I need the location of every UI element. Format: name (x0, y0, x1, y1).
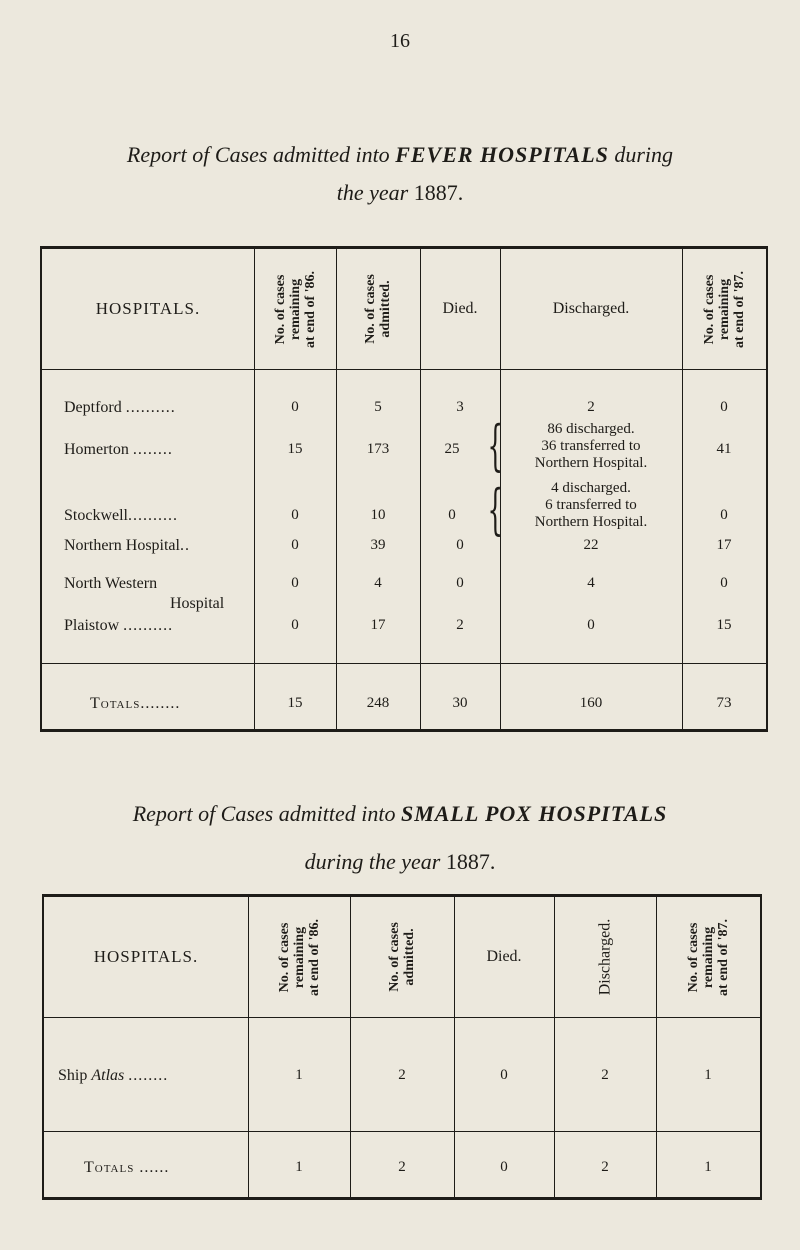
remaining-end-cell: 0 (720, 399, 728, 415)
died-total: 0 (500, 1159, 508, 1175)
remaining-start-cell: 0 (291, 507, 299, 523)
totals-label-text: Totals (84, 1159, 135, 1176)
brace-icon: { (487, 478, 503, 541)
hospital-name (64, 617, 173, 635)
header-line: No. of cases (362, 274, 378, 344)
hospital-name-text: Deptford (64, 399, 122, 416)
died-header-text: Died. (442, 300, 478, 317)
header-line: No. of cases (701, 274, 717, 344)
remaining-end-total: 73 (716, 695, 732, 711)
remaining-end-cell: 17 (716, 537, 732, 553)
totals-divider (44, 1131, 760, 1132)
remaining-start-cell: 0 (291, 575, 299, 591)
hospital-name (64, 399, 176, 417)
header-line: No. of cases (276, 922, 292, 992)
admitted-cell: 17 (370, 617, 386, 633)
page-number: 16 (390, 30, 410, 52)
totals-label (84, 1159, 169, 1177)
discharged-cell: 22 (583, 537, 599, 553)
admitted-cell: 4 (374, 575, 382, 591)
admitted-header (350, 897, 454, 1017)
discharged-line: 86 discharged. (547, 421, 635, 437)
header-line: at end of '87. (715, 918, 731, 996)
remaining-start-cell: 1 (295, 1067, 303, 1083)
remaining-end-header (682, 249, 766, 369)
header-line: admitted. (401, 928, 417, 986)
remaining-end-cell: 0 (720, 507, 728, 523)
totals-label-text: Totals (90, 695, 141, 712)
fever-title-line2: the year (336, 180, 409, 205)
fever-title (40, 136, 760, 212)
leader-dots: .......... (125, 399, 176, 416)
header-line: No. of cases (386, 922, 402, 992)
fever-title-suffix: during (614, 142, 674, 167)
discharged-line: Northern Hospital. (534, 514, 648, 530)
leader-dots: ........ (140, 695, 181, 712)
fever-title-prefix: Report of Cases admitted into (126, 142, 390, 167)
smallpox-title-year: 1887. (445, 849, 496, 874)
hospitals-header (44, 897, 248, 1017)
admitted-header-text (387, 922, 417, 992)
hospital-name-text: Stockwell (64, 507, 128, 524)
discharged-cell: 4 (587, 575, 595, 591)
header-line: remaining (716, 278, 732, 340)
leader-dots: .......... (128, 507, 178, 524)
smallpox-table (42, 894, 762, 1200)
hospitals-header-text: HOSPITALS. (95, 299, 201, 318)
hospital-name (64, 507, 178, 525)
remaining-start-cell: 0 (291, 399, 299, 415)
admitted-header (336, 249, 420, 369)
hospitals-header-text: HOSPITALS. (93, 947, 199, 966)
died-cell: 0 (456, 575, 464, 591)
discharged-line: Northern Hospital. (534, 455, 648, 471)
fever-table (40, 246, 768, 732)
header-line: admitted. (377, 280, 393, 338)
remaining-start-header-text (277, 919, 322, 996)
died-cell: 3 (456, 399, 464, 415)
smallpox-title-line2: during the year (304, 849, 441, 874)
remaining-start-header (254, 249, 336, 369)
remaining-start-total: 1 (295, 1159, 303, 1175)
admitted-cell: 39 (370, 537, 386, 553)
hospital-name-text: Homerton (64, 441, 129, 458)
remaining-end-header-text (686, 919, 731, 996)
header-line: at end of '86. (306, 918, 322, 996)
hospital-name-italic: Atlas (91, 1067, 125, 1084)
header-line: remaining (287, 278, 303, 340)
hospital-name (64, 441, 173, 459)
smallpox-title-caps: SMALL POX HOSPITALS (400, 801, 668, 826)
admitted-cell: 5 (374, 399, 382, 415)
discharged-cell (500, 421, 682, 472)
discharged-header-text: Discharged. (595, 918, 613, 996)
died-cell: 0 (448, 507, 456, 523)
admitted-cell: 2 (398, 1067, 406, 1083)
smallpox-title (40, 790, 760, 886)
died-cell: 0 (500, 1067, 508, 1083)
header-line: at end of '86. (302, 270, 318, 348)
brace-icon: { (487, 414, 503, 477)
died-cell: 0 (456, 537, 464, 553)
leader-dots: ........ (132, 441, 173, 458)
hospital-name-text: Northern Hospital (64, 537, 180, 554)
hospital-name-line2: Hospital (170, 595, 225, 612)
discharged-total: 160 (579, 695, 603, 711)
admitted-header-text (363, 274, 393, 344)
remaining-start-total: 15 (287, 695, 303, 711)
hospital-name: North Western (64, 575, 158, 592)
remaining-end-cell: 0 (720, 575, 728, 591)
fever-title-caps: FEVER HOSPITALS (395, 142, 609, 167)
hospital-name-prefix: Ship (58, 1067, 88, 1084)
discharged-cell: 2 (601, 1067, 609, 1083)
remaining-end-total: 1 (704, 1159, 712, 1175)
remaining-end-cell: 41 (716, 441, 732, 457)
discharged-total: 2 (601, 1159, 609, 1175)
leader-dots: ........ (128, 1067, 169, 1084)
admitted-cell: 10 (370, 507, 386, 523)
header-line: remaining (291, 926, 307, 988)
discharged-line: 6 transferred to (545, 497, 637, 513)
leader-dots: .......... (123, 617, 174, 634)
leader-dots: ...... (139, 1159, 170, 1176)
totals-divider (42, 663, 766, 664)
remaining-end-header (656, 897, 760, 1017)
remaining-end-cell: 15 (716, 617, 732, 633)
remaining-start-cell: 0 (291, 617, 299, 633)
hospital-name-text: Plaistow (64, 617, 120, 634)
discharged-line: 4 discharged. (551, 480, 631, 496)
remaining-end-header-text (702, 271, 747, 348)
died-header (420, 249, 500, 369)
admitted-total: 248 (366, 695, 390, 711)
discharged-cell: 0 (587, 617, 595, 633)
died-total: 30 (452, 695, 468, 711)
remaining-start-header (248, 897, 350, 1017)
discharged-cell (500, 480, 682, 531)
remaining-start-cell: 0 (291, 537, 299, 553)
remaining-start-cell: 15 (287, 441, 303, 457)
discharged-header-text: Discharged. (552, 300, 630, 317)
leader-dots: .. (179, 537, 190, 554)
admitted-cell: 173 (366, 441, 390, 457)
hospital-name (58, 1067, 168, 1085)
died-header (454, 897, 554, 1017)
totals-label (90, 695, 180, 713)
header-line: remaining (700, 926, 716, 988)
smallpox-title-prefix: Report of Cases admitted into (132, 801, 396, 826)
header-line: No. of cases (272, 274, 288, 344)
discharged-cell: 2 (587, 399, 595, 415)
admitted-total: 2 (398, 1159, 406, 1175)
discharged-line: 36 transferred to (541, 438, 641, 454)
header-line: at end of '87. (731, 270, 747, 348)
died-cell: 25 (444, 441, 460, 457)
hospitals-header (42, 249, 254, 369)
remaining-end-cell: 1 (704, 1067, 712, 1083)
fever-title-year: 1887. (413, 180, 464, 205)
died-cell: 2 (456, 617, 464, 633)
header-line: No. of cases (685, 922, 701, 992)
hospital-name (64, 537, 190, 555)
died-header-text: Died. (486, 948, 522, 965)
discharged-header (554, 897, 656, 1017)
remaining-start-header-text (273, 271, 318, 348)
discharged-header (500, 249, 682, 369)
